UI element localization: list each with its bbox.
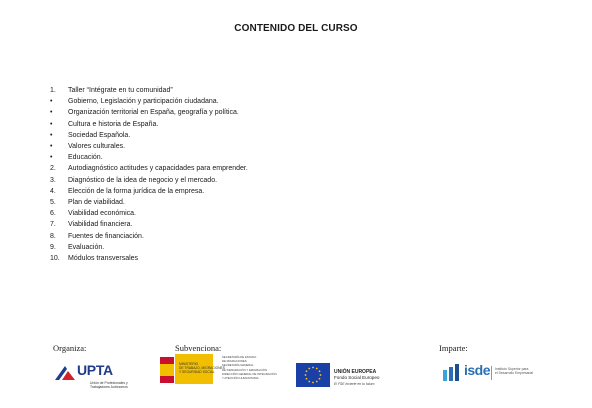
- eu-star: [319, 378, 321, 380]
- isde-wordmark: isde: [464, 362, 491, 378]
- list-item: [50, 130, 248, 141]
- list-marker: 9.: [50, 243, 56, 251]
- upta-logo: [53, 361, 128, 391]
- eu-tagline: El FSE invierte en tu futuro: [334, 382, 375, 386]
- eu-star: [316, 381, 318, 383]
- list-item-text: Taller “Intégrate en tu comunidad”: [68, 87, 173, 94]
- list-item-text: Valores culturales.: [68, 143, 126, 151]
- ministerio-departments: SECRETARÍA DE ESTADO DE MIGRACIONES SECRETARÍA GENERAL DE INMIGRACIÓN Y EMIGRACIÓN DIRECCIÓN GENERAL DE INTEGRACIÓN Y ATENCIÓN HUMANITARIA: [222, 355, 277, 381]
- list-marker: 6.: [50, 210, 56, 218]
- list-item: [50, 163, 248, 174]
- organiza-label: Organiza:: [53, 343, 87, 353]
- list-marker: •: [50, 154, 53, 162]
- list-marker: 2.: [50, 165, 56, 173]
- list-item-text: Módulos transversales: [68, 255, 139, 263]
- list-item: [50, 186, 248, 197]
- spain-shield-icon: [160, 357, 174, 383]
- list-item: [50, 208, 248, 219]
- list-item-text: Cultura e historia de España.: [68, 120, 159, 128]
- list-marker: 1.: [50, 87, 56, 94]
- list-item-text: Evaluación.: [68, 243, 105, 251]
- list-item-text: Fuentes de financiación.: [68, 232, 144, 240]
- isde-divider: [491, 366, 492, 380]
- list-marker: •: [50, 98, 53, 106]
- eu-star: [312, 382, 314, 384]
- list-marker: 4.: [50, 187, 56, 195]
- eu-star: [308, 368, 310, 370]
- list-item: [50, 197, 248, 208]
- upta-wordmark: UPTA: [77, 362, 113, 378]
- list-marker: 7.: [50, 221, 56, 229]
- list-item: [50, 96, 248, 107]
- list-marker: •: [50, 131, 53, 139]
- list-marker: 10.: [50, 255, 60, 263]
- list-item: [50, 152, 248, 163]
- eu-star: [312, 367, 314, 369]
- list-item-text: Plan de viabilidad.: [68, 199, 125, 207]
- list-item: [50, 141, 248, 152]
- eu-star: [308, 381, 310, 383]
- list-item-text: Viabilidad financiera.: [68, 221, 133, 229]
- list-item-text: Organización territorial en España, geografía y política.: [68, 109, 239, 117]
- list-marker: •: [50, 109, 53, 117]
- list-item: [50, 231, 248, 242]
- isde-description: Instituto Superior para el Desarrollo Empresarial: [495, 367, 534, 376]
- list-item: [50, 242, 248, 253]
- subvenciona-label: Subvenciona:: [175, 343, 222, 353]
- list-item: [50, 107, 248, 118]
- isde-logo: [442, 362, 542, 386]
- list-marker: 8.: [50, 232, 56, 240]
- list-item-text: Autodiagnóstico actitudes y capacidades para emprender.: [68, 165, 248, 173]
- upta-mark-icon: [53, 364, 77, 382]
- eu-logo: [296, 363, 396, 393]
- eu-star: [306, 378, 308, 380]
- eu-star: [320, 374, 322, 376]
- isde-mark-icon: [442, 364, 462, 382]
- list-item: [50, 253, 248, 264]
- list-item-text: Gobierno, Legislación y participación ciudadana.: [68, 98, 219, 106]
- list-item: [50, 219, 248, 230]
- eu-title: UNIÓN EUROPEA: [334, 369, 377, 375]
- eu-subtitle: Fondo Social Europeo: [334, 375, 380, 380]
- ministerio-name: MINISTERIO DE TRABAJO, MIGRACIONES Y SEGURIDAD SOCIAL: [179, 362, 225, 374]
- eu-star: [316, 368, 318, 370]
- imparte-label: Imparte:: [439, 343, 468, 353]
- list-item-text: Viabilidad económica.: [68, 210, 136, 218]
- course-content-list: [50, 85, 248, 264]
- eu-star: [305, 374, 307, 376]
- list-marker: 5.: [50, 199, 56, 207]
- list-marker: •: [50, 120, 53, 128]
- ministerio-logo: [160, 354, 277, 390]
- list-item: [50, 85, 248, 96]
- eu-star: [306, 370, 308, 372]
- list-item-text: Educación.: [68, 154, 103, 162]
- list-item-text: Sociedad Española.: [68, 131, 131, 139]
- eu-flag-icon: [296, 363, 330, 387]
- list-item-text: Elección de la forma jurídica de la empresa.: [68, 187, 205, 195]
- list-marker: 3.: [50, 176, 56, 184]
- upta-subtitle: Unión de Profesionales y Trabajadores Autónomos: [90, 381, 128, 389]
- list-item: [50, 119, 248, 130]
- page-title: CONTENIDO DEL CURSO: [234, 23, 358, 34]
- list-marker: •: [50, 143, 53, 151]
- list-item: [50, 175, 248, 186]
- list-item-text: Diagnóstico de la idea de negocio y el mercado.: [68, 176, 218, 184]
- eu-star: [319, 370, 321, 372]
